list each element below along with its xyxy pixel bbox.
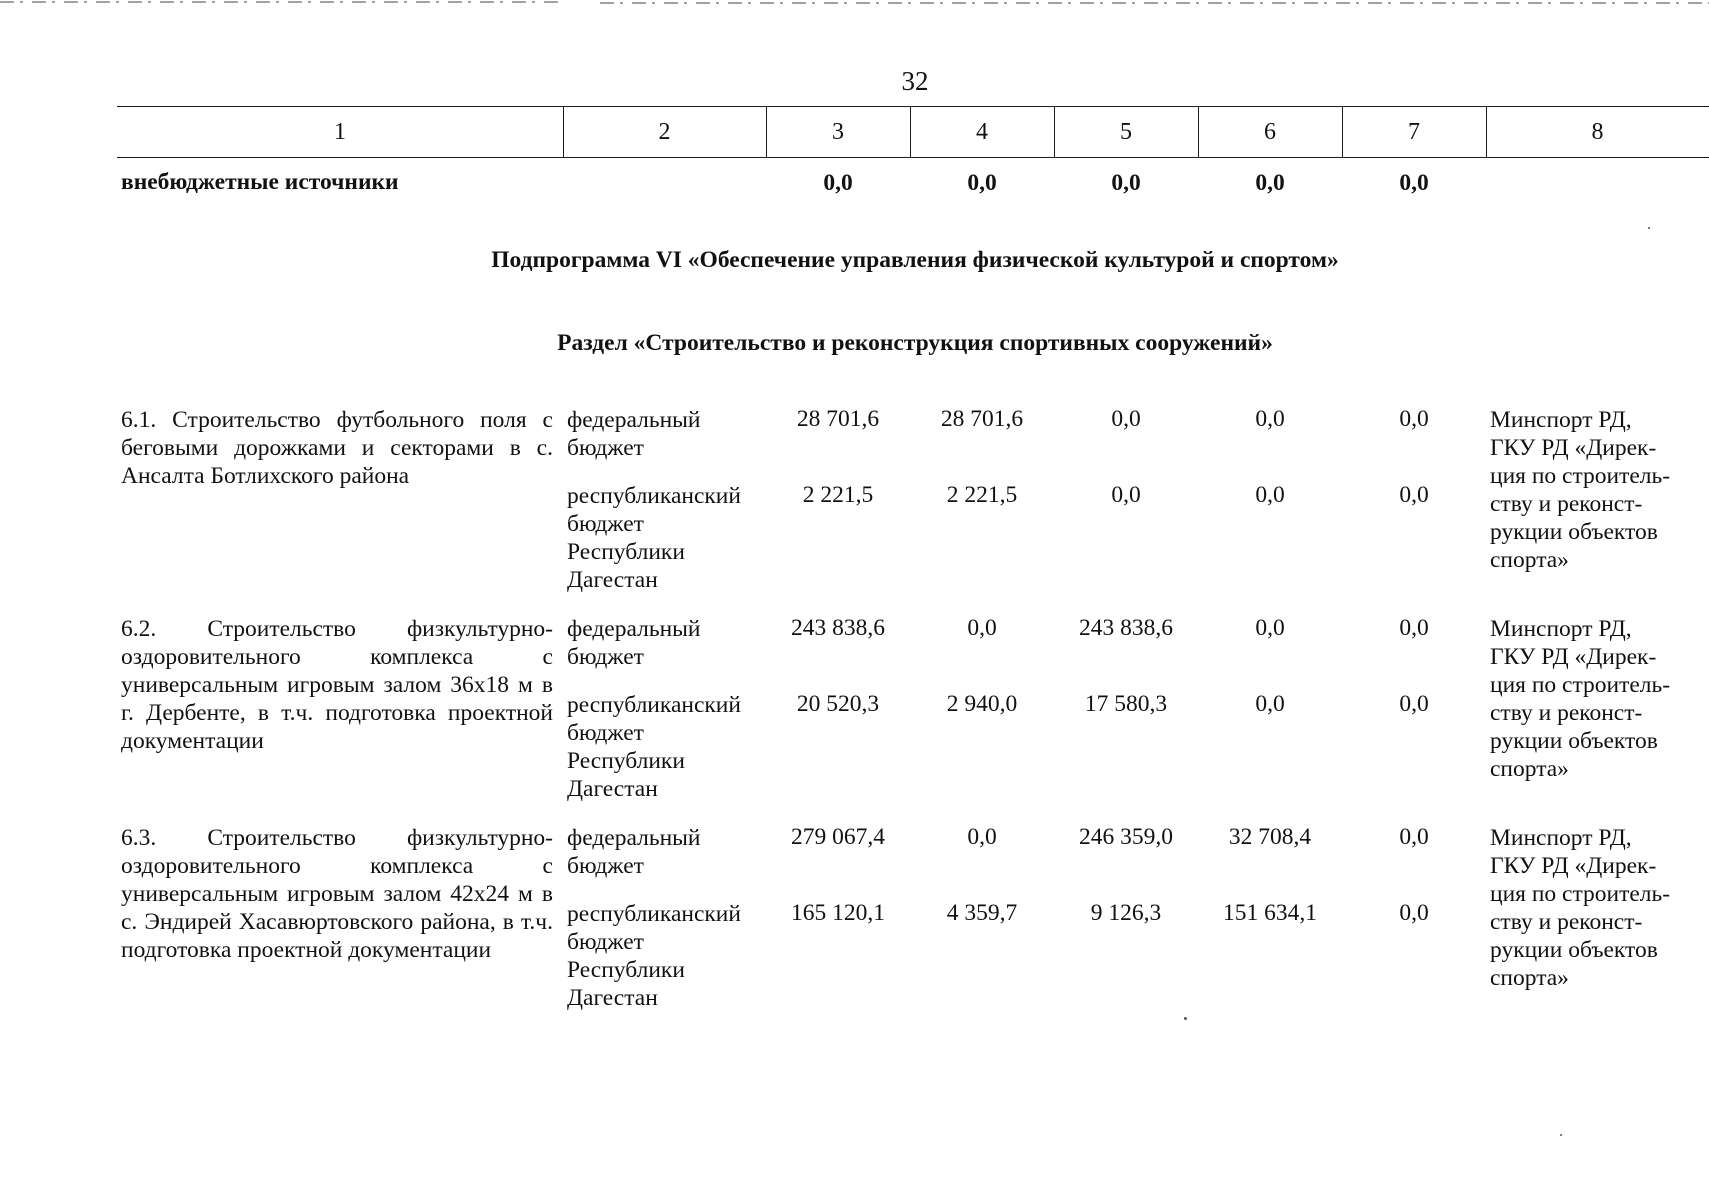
scan-artifact [0,0,1709,6]
amount-total: 279 067,4 [791,824,885,850]
item-description: 6.3. Строительство физкультурно-оздоровительного комплекса с универсальным игровым залом 42х24 м в с. Эндирей Хасавюртовского района, в т.ч. подготовка проектной документации [121,825,553,963]
amount-year-1: 2 221,5 [946,482,1018,508]
amount-year-3: 0,0 [1255,482,1285,508]
responsible-executor: Минспорт РД, ГКУ РД «Дирек-ция по строитель-ству и реконст-рукции объектов спорта» [1490,825,1671,991]
item-description: 6.1. Строительство футбольного поля с беговыми дорожками и секторами в с. Ансалта Ботлихского района [121,407,553,489]
amount-total: 243 838,6 [791,615,885,641]
amount-year-3: 32 708,4 [1228,824,1312,850]
amount-year-2: 246 359,0 [1079,824,1173,850]
amount-year-2: 243 838,6 [1079,615,1173,641]
section-title: Раздел «Строительство и реконструкция спортивных сооружений» [557,330,1273,356]
funding-source: федеральный бюджет [567,407,701,461]
amount-year-4: 0,0 [1399,406,1429,432]
extrabudget-value-4: 0,0 [967,170,997,196]
extrabudget-value-7: 0,0 [1399,170,1429,196]
table-header-bottom-border [117,157,1709,158]
amount-total: 2 221,5 [802,482,874,508]
column-header-1: 1 [334,119,346,145]
column-header-4: 4 [976,119,988,145]
amount-year-3: 0,0 [1255,406,1285,432]
page-number: 32 [901,66,929,96]
funding-source: федеральный бюджет [567,616,701,670]
scan-speck [1648,227,1650,229]
column-header-8: 8 [1591,119,1604,145]
responsible-executor: Минспорт РД, ГКУ РД «Дирек-ция по строитель-ству и реконст-рукции объектов спорта» [1490,616,1671,782]
responsible-executor: Минспорт РД, ГКУ РД «Дирек-ция по строитель-ству и реконст-рукции объектов спорта» [1490,407,1671,573]
amount-year-1: 2 940,0 [946,691,1018,717]
funding-source: республиканский бюджет Республики Дагестан [567,901,741,1011]
amount-year-4: 0,0 [1399,824,1429,850]
amount-year-1: 28 701,6 [940,406,1024,432]
amount-year-4: 0,0 [1399,900,1429,926]
amount-year-2: 0,0 [1111,406,1141,432]
amount-year-4: 0,0 [1399,482,1429,508]
subprogram-title: Подпрограмма VI «Обеспечение управления физической культурой и спортом» [491,247,1339,273]
amount-year-4: 0,0 [1399,615,1429,641]
amount-year-1: 4 359,7 [946,900,1018,926]
column-header-6: 6 [1264,119,1276,145]
item-description: 6.2. Строительство физкультурно-оздоровительного комплекса с универсальным игровым залом 36х18 м в г. Дербенте, в т.ч. подготовка проектной документации [121,616,553,754]
amount-total: 28 701,6 [796,406,880,432]
amount-total: 165 120,1 [791,900,885,926]
amount-year-3: 0,0 [1255,691,1285,717]
amount-year-2: 17 580,3 [1084,691,1168,717]
extrabudget-label: внебюджетные источники [121,169,399,195]
scan-speck [1560,1134,1562,1136]
column-header-7: 7 [1408,119,1420,145]
amount-year-1: 0,0 [967,824,997,850]
extrabudget-value-6: 0,0 [1255,170,1285,196]
amount-year-3: 151 634,1 [1223,900,1317,926]
column-header-3: 3 [832,119,844,145]
extrabudget-value-5: 0,0 [1111,170,1141,196]
scan-speck [1184,1017,1187,1020]
amount-year-2: 0,0 [1111,482,1141,508]
amount-year-4: 0,0 [1399,691,1429,717]
amount-total: 20 520,3 [796,691,880,717]
table-top-border [117,106,1709,107]
funding-source: республиканский бюджет Республики Дагестан [567,483,741,593]
column-header-2: 2 [658,119,671,145]
extrabudget-value-3: 0,0 [823,170,853,196]
amount-year-2: 9 126,3 [1090,900,1162,926]
funding-source: республиканский бюджет Республики Дагестан [567,692,741,802]
funding-source: федеральный бюджет [567,825,701,879]
column-header-5: 5 [1120,119,1132,145]
amount-year-1: 0,0 [967,615,997,641]
amount-year-3: 0,0 [1255,615,1285,641]
